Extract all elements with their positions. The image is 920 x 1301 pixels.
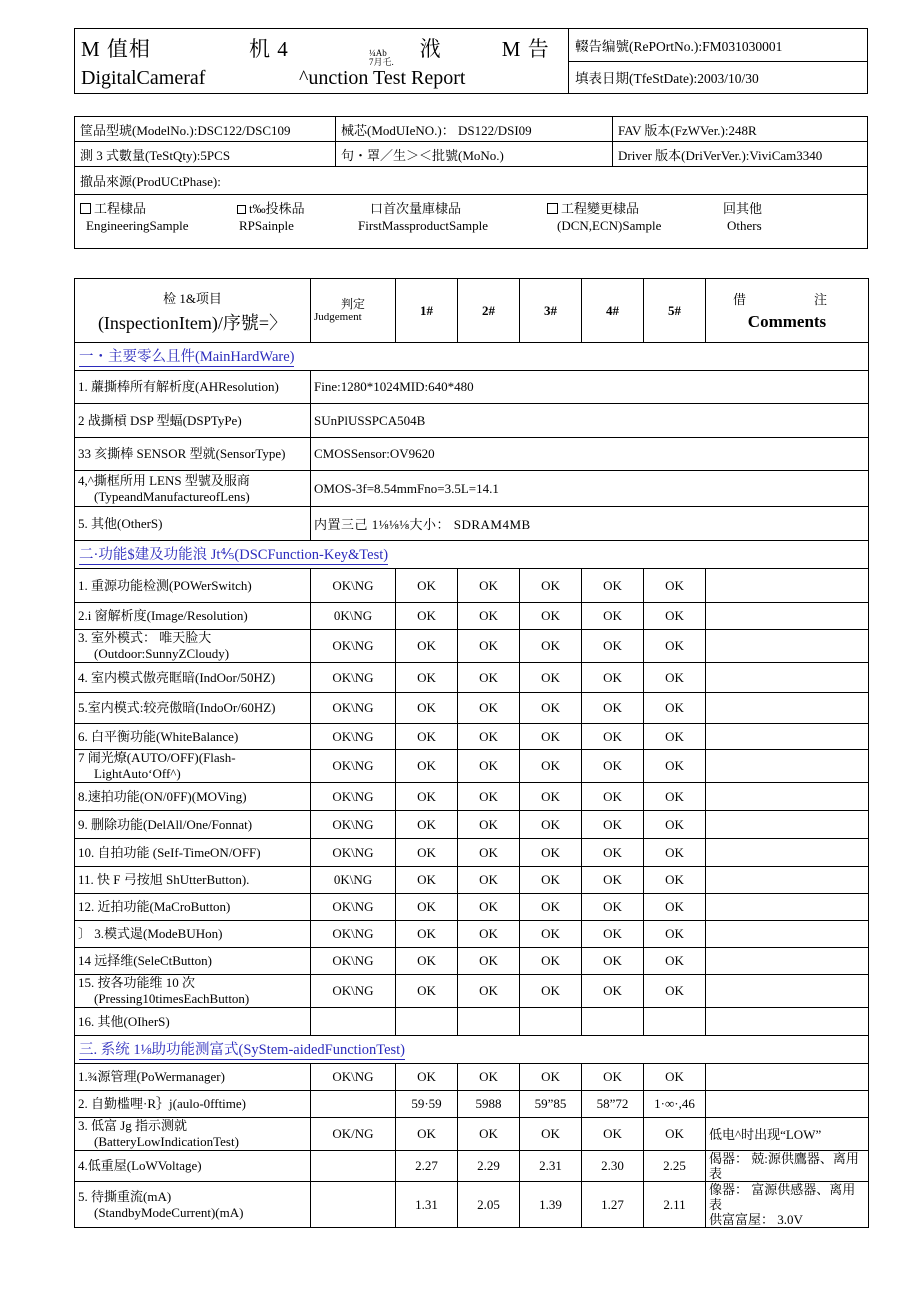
- row-unit-5-value: OK: [644, 921, 706, 948]
- row-unit-3-value: OK: [520, 630, 582, 663]
- row-unit-1-value: OK: [396, 894, 458, 921]
- table-row: [75, 507, 869, 541]
- checkbox-firstmass-cn: 口首次量庫棣品: [370, 201, 462, 216]
- checkbox-rp-cn: t‰投株品: [217, 200, 352, 217]
- row-unit-3-value: OK: [520, 724, 582, 750]
- sample-type-checkboxes: [75, 195, 867, 239]
- row-unit-1-value: OK: [396, 724, 458, 750]
- model-no: 筐品型琥(ModelNo.):DSC122/DSC109: [75, 117, 336, 141]
- table-row: [75, 1151, 869, 1182]
- header-item-en: (InspectionItem)/序號=〉: [97, 312, 288, 333]
- row-comment: [706, 839, 869, 867]
- row-unit-5-value: OK: [644, 663, 706, 693]
- row-item-label: 1.¾源管理(PoWermanager): [75, 1064, 311, 1091]
- row-unit-1-value: [396, 1008, 458, 1036]
- row-judgement: OK\NG: [311, 750, 396, 783]
- checkbox-rp-sample[interactable]: [217, 200, 352, 234]
- row-comment: [706, 948, 869, 975]
- row-unit-4-value: OK: [582, 948, 644, 975]
- row-item-label: 8.速拍功能(ON/0FF)(MOVing): [75, 783, 311, 811]
- row-item-label: 11. 快 F 弓按旭 ShUtterButton).: [75, 867, 311, 894]
- row-comment: 低电^时出现“LOW”: [706, 1118, 869, 1151]
- info-row-3: [75, 167, 867, 195]
- checkbox-icon[interactable]: 口: [370, 201, 384, 216]
- row-unit-1-value: OK: [396, 750, 458, 783]
- row-item-label: 3. 低富 Jg 指示测就 (BatteryLowIndicationTest): [75, 1118, 311, 1151]
- row-unit-2-value: 2.29: [458, 1151, 520, 1182]
- row-comment: [706, 603, 869, 630]
- row-unit-3-value: OK: [520, 569, 582, 603]
- row-unit-4-value: OK: [582, 750, 644, 783]
- row-unit-5-value: 2.25: [644, 1151, 706, 1182]
- table-row: [75, 811, 869, 839]
- row-unit-1-value: OK: [396, 921, 458, 948]
- row-unit-3-value: OK: [520, 867, 582, 894]
- checkbox-icon[interactable]: 回: [723, 201, 737, 216]
- table-row: [75, 839, 869, 867]
- row-item-label: 12. 近拍功能(MaCroButton): [75, 894, 311, 921]
- row-unit-3-value: [520, 1008, 582, 1036]
- row-unit-2-value: OK: [458, 724, 520, 750]
- checkbox-icon[interactable]: [237, 205, 246, 214]
- row-comment: [706, 724, 869, 750]
- mo-no: 句・罩／生＞＜批號(MoNo.): [336, 142, 613, 166]
- header-judgement-en: Judgement: [314, 311, 362, 323]
- row-unit-2-value: OK: [458, 693, 520, 724]
- row-unit-3-value: 1.39: [520, 1182, 582, 1228]
- test-qty: 測 3 式數量(TeStQty):5PCS: [75, 142, 336, 166]
- header-unit-2: 2#: [458, 279, 520, 343]
- row-unit-2-value: OK: [458, 867, 520, 894]
- row-unit-1-value: OK: [396, 783, 458, 811]
- row-unit-4-value: 2.30: [582, 1151, 644, 1182]
- title-en-a: DigitalCameraf: [81, 66, 206, 89]
- row-unit-2-value: 5988: [458, 1091, 520, 1118]
- row-judgement: OK\NG: [311, 630, 396, 663]
- row-unit-5-value: OK: [644, 783, 706, 811]
- row-unit-2-value: OK: [458, 948, 520, 975]
- table-row: [75, 867, 869, 894]
- row-unit-3-value: 2.31: [520, 1151, 582, 1182]
- title-tiny-annotation: [369, 49, 394, 67]
- report-no-cell: 輟告编號(RePOrtNo.):FM031030001: [569, 29, 867, 62]
- info-block: [74, 116, 868, 249]
- row-judgement: OK/NG: [311, 1118, 396, 1151]
- row-item-label: 9. 删除功能(DelAll/One/Fonnat): [75, 811, 311, 839]
- row-unit-3-value: OK: [520, 921, 582, 948]
- row-unit-1-value: OK: [396, 569, 458, 603]
- row-unit-1-value: OK: [396, 1064, 458, 1091]
- checkbox-icon[interactable]: [547, 203, 558, 214]
- row-unit-5-value: OK: [644, 569, 706, 603]
- title-en-b: ^unction Test Report: [299, 66, 466, 89]
- header-judgement-cn: 判定: [340, 297, 365, 311]
- section-heading-row-3: [75, 1036, 869, 1064]
- header-comments-en: Comments: [747, 311, 827, 331]
- row-judgement: OK\NG: [311, 948, 396, 975]
- table-row: [75, 750, 869, 783]
- row-judgement: OK\NG: [311, 724, 396, 750]
- row-unit-2-value: OK: [458, 839, 520, 867]
- table-row: [75, 1182, 869, 1228]
- row-unit-1-value: OK: [396, 630, 458, 663]
- row-judgement: OK\NG: [311, 693, 396, 724]
- fw-version: FAV 版本(FzWVer.):248R: [618, 122, 757, 138]
- row-unit-4-value: OK: [582, 783, 644, 811]
- driver-version: Driver 版本(DriVerVer.):ViviCam3340: [618, 147, 823, 163]
- row-item-label: 7 闹光燎(AUTO/OFF)(Flash- LightAuto‘Off^): [75, 750, 311, 783]
- row-unit-3-value: OK: [520, 693, 582, 724]
- row-judgement: OK\NG: [311, 839, 396, 867]
- row-comment: [706, 783, 869, 811]
- header-comments: [706, 279, 869, 343]
- row-unit-3-value: OK: [520, 948, 582, 975]
- row-unit-5-value: OK: [644, 603, 706, 630]
- row-comment: [706, 1064, 869, 1091]
- row-judgement: 0K\NG: [311, 867, 396, 894]
- row-item-label: 2.i 窗解析度(Image/Resolution): [75, 603, 311, 630]
- row-item-label: 4,^撕框所用 LENS 型號及服商 (TypeandManufactureofLens): [75, 471, 311, 507]
- row-value: OMOS-3f=8.54mmFno=3.5L=14.1: [311, 471, 869, 507]
- table-row: [75, 569, 869, 603]
- module-no: 械芯(ModUIeNO.)： DS122/DSI09: [336, 117, 613, 141]
- table-row: [75, 1091, 869, 1118]
- row-unit-3-value: OK: [520, 783, 582, 811]
- section-heading-text: 二·功能$建及功能浪 Jt⅘(DSCFunction-Key&Test): [79, 543, 388, 565]
- row-judgement: OK\NG: [311, 975, 396, 1008]
- row-unit-5-value: OK: [644, 630, 706, 663]
- row-unit-4-value: OK: [582, 867, 644, 894]
- row-unit-4-value: OK: [582, 724, 644, 750]
- row-unit-2-value: OK: [458, 603, 520, 630]
- row-unit-4-value: OK: [582, 1064, 644, 1091]
- title-cn-c: 浌: [419, 36, 442, 61]
- row-unit-2-value: OK: [458, 663, 520, 693]
- section-heading-row-1: [75, 343, 869, 371]
- row-unit-4-value: OK: [582, 811, 644, 839]
- row-item-label: 4.低重屋(LoWVoltage): [75, 1151, 311, 1182]
- row-value: Fine:1280*1024MID:640*480: [311, 371, 869, 404]
- title-en-row: [81, 67, 568, 90]
- checkbox-others-en: Others: [727, 218, 762, 233]
- row-comment: 偈器： 兢:源供鷹器、离用表: [706, 1151, 869, 1182]
- row-unit-5-value: OK: [644, 1118, 706, 1151]
- header-unit-1: 1#: [396, 279, 458, 343]
- row-comment: [706, 1091, 869, 1118]
- row-unit-4-value: 58”72: [582, 1091, 644, 1118]
- row-unit-4-value: OK: [582, 630, 644, 663]
- row-unit-2-value: OK: [458, 811, 520, 839]
- table-row: [75, 404, 869, 438]
- row-judgement: OK\NG: [311, 894, 396, 921]
- title-cn-row: [81, 33, 568, 67]
- row-comment: [706, 811, 869, 839]
- checkbox-engineering-en: EngineeringSample: [86, 218, 189, 233]
- section-heading-text: 一・主要零么且件(MainHardWare): [79, 345, 294, 367]
- checkbox-others-cn: 回其他: [723, 201, 763, 216]
- table-row: [75, 948, 869, 975]
- row-judgement: OK\NG: [311, 921, 396, 948]
- info-row-2: [75, 142, 867, 167]
- row-value: CMOSSensor:OV9620: [311, 438, 869, 471]
- row-unit-1-value: OK: [396, 811, 458, 839]
- header-unit-5: 5#: [644, 279, 706, 343]
- row-value: 内置三己 1⅛⅛⅛大小： SDRAM4MB: [311, 507, 869, 541]
- row-comment: [706, 867, 869, 894]
- row-unit-1-value: OK: [396, 948, 458, 975]
- row-unit-1-value: 2.27: [396, 1151, 458, 1182]
- row-unit-2-value: OK: [458, 1118, 520, 1151]
- row-item-label: 5.室内模式:较亮傲暗(IndoOr/60HZ): [75, 693, 311, 724]
- section-heading-text: 三. 系统 1⅛助功能测富式(SyStem-aidedFunctionTest): [79, 1038, 405, 1060]
- row-unit-2-value: OK: [458, 569, 520, 603]
- row-unit-5-value: OK: [644, 750, 706, 783]
- row-unit-5-value: OK: [644, 867, 706, 894]
- row-unit-1-value: OK: [396, 693, 458, 724]
- title-tiny-bottom: 7月乇.: [369, 56, 394, 67]
- row-item-label: 2. 自勤槛哩·R｝j(aulo-0fftime): [75, 1091, 311, 1118]
- row-unit-4-value: OK: [582, 569, 644, 603]
- row-unit-2-value: OK: [458, 975, 520, 1008]
- info-row-1: [75, 117, 867, 142]
- header-item-cn: 检 1&项目: [163, 290, 222, 306]
- table-row: [75, 975, 869, 1008]
- row-unit-3-value: OK: [520, 975, 582, 1008]
- title-cn-a: M 值相: [81, 36, 151, 61]
- row-comment: [706, 569, 869, 603]
- row-comment: [706, 975, 869, 1008]
- table-row: [75, 1118, 869, 1151]
- row-judgement: OK\NG: [311, 1064, 396, 1091]
- row-unit-1-value: OK: [396, 839, 458, 867]
- row-item-label: 4. 室内模式傲亮眶暗(IndOor/50HZ): [75, 663, 311, 693]
- row-unit-4-value: OK: [582, 975, 644, 1008]
- row-item-label: 1. 重源功能检测(POWerSwitch): [75, 569, 311, 603]
- row-unit-2-value: OK: [458, 783, 520, 811]
- row-unit-5-value: OK: [644, 1064, 706, 1091]
- title-cn-right: M 告: [501, 36, 550, 61]
- row-item-label: 〕 3.模式遈(ModeBUHon): [75, 921, 311, 948]
- row-judgement: 0K\NG: [311, 603, 396, 630]
- row-comment: [706, 750, 869, 783]
- section-heading: [75, 1036, 869, 1064]
- fill-date-cell: 填表日期(TfeStDate):2003/10/30: [575, 71, 759, 87]
- checkbox-engineering-cn: 工程棣品: [80, 200, 217, 217]
- row-unit-2-value: OK: [458, 921, 520, 948]
- table-row: [75, 894, 869, 921]
- row-unit-2-value: OK: [458, 894, 520, 921]
- header-unit-3: 3#: [520, 279, 582, 343]
- row-unit-5-value: 2.11: [644, 1182, 706, 1228]
- row-unit-1-value: 1.31: [396, 1182, 458, 1228]
- row-unit-4-value: OK: [582, 921, 644, 948]
- header-comments-cn: 借 注: [732, 291, 841, 307]
- row-unit-1-value: OK: [396, 603, 458, 630]
- table-row: [75, 783, 869, 811]
- table-row: [75, 603, 869, 630]
- row-unit-3-value: 59”85: [520, 1091, 582, 1118]
- row-unit-3-value: OK: [520, 663, 582, 693]
- checkbox-dcn-ecn-sample[interactable]: [547, 200, 723, 234]
- row-value: SUnPlUSSPCA504B: [311, 404, 869, 438]
- section-heading: [75, 541, 869, 569]
- row-unit-4-value: OK: [582, 1118, 644, 1151]
- inspection-table-body: [75, 279, 869, 1228]
- row-judgement: OK\NG: [311, 811, 396, 839]
- row-item-label: 10. 自拍功能 (SeIf-TimeON/OFF): [75, 839, 311, 867]
- row-unit-2-value: OK: [458, 750, 520, 783]
- header-unit-4: 4#: [582, 279, 644, 343]
- title-cn-b: 机 4: [249, 36, 289, 61]
- row-item-label: 15. 按各功能维 10 次 (Pressing10timesEachButton): [75, 975, 311, 1008]
- inspection-table: [74, 278, 869, 1228]
- row-comment: [706, 921, 869, 948]
- checkbox-dcn-cn: 工程變更棣品: [547, 200, 723, 217]
- row-unit-5-value: 1·∞·,46: [644, 1091, 706, 1118]
- table-row: [75, 438, 869, 471]
- row-unit-4-value: OK: [582, 693, 644, 724]
- row-item-label: 5. 其他(OtherS): [75, 507, 311, 541]
- row-judgement: [311, 1151, 396, 1182]
- table-row: [75, 693, 869, 724]
- row-unit-4-value: 1.27: [582, 1182, 644, 1228]
- row-judgement: OK\NG: [311, 663, 396, 693]
- table-row: [75, 371, 869, 404]
- row-unit-5-value: OK: [644, 975, 706, 1008]
- row-item-label: 16. 其他(OIherS): [75, 1008, 311, 1036]
- row-unit-4-value: OK: [582, 894, 644, 921]
- row-unit-3-value: OK: [520, 750, 582, 783]
- section-heading: [75, 343, 869, 371]
- row-unit-3-value: OK: [520, 811, 582, 839]
- row-unit-2-value: 2.05: [458, 1182, 520, 1228]
- row-item-label: 33 亥撕棒 SENSOR 型就(SensorType): [75, 438, 311, 471]
- row-unit-2-value: OK: [458, 1064, 520, 1091]
- row-comment: [706, 693, 869, 724]
- row-unit-1-value: 59·59: [396, 1091, 458, 1118]
- title-right: [569, 29, 867, 93]
- row-comment: [706, 1008, 869, 1036]
- row-unit-3-value: OK: [520, 1118, 582, 1151]
- checkbox-rp-en: RPSainple: [239, 218, 294, 233]
- row-unit-4-value: OK: [582, 839, 644, 867]
- row-unit-4-value: [582, 1008, 644, 1036]
- row-comment: [706, 663, 869, 693]
- table-row: [75, 630, 869, 663]
- table-header-row: [75, 279, 869, 343]
- checkbox-engineering-sample[interactable]: [75, 200, 217, 234]
- checkbox-firstmass-en: FirstMassproductSample: [358, 218, 488, 233]
- row-unit-2-value: OK: [458, 630, 520, 663]
- row-unit-3-value: OK: [520, 894, 582, 921]
- title-block: [74, 28, 868, 94]
- row-unit-5-value: OK: [644, 693, 706, 724]
- row-comment: [706, 630, 869, 663]
- product-phase: 撤品來源(ProdUCtPhase):: [80, 174, 221, 189]
- row-unit-3-value: OK: [520, 839, 582, 867]
- table-row: [75, 1064, 869, 1091]
- checkbox-others[interactable]: [723, 200, 867, 234]
- section-heading-row-2: [75, 541, 869, 569]
- table-row: [75, 724, 869, 750]
- row-unit-1-value: OK: [396, 663, 458, 693]
- row-unit-5-value: OK: [644, 839, 706, 867]
- row-comment: [706, 894, 869, 921]
- row-unit-5-value: OK: [644, 724, 706, 750]
- table-row: [75, 471, 869, 507]
- row-judgement: OK\NG: [311, 783, 396, 811]
- row-item-label: 1. 薕撕棒所有解析度(AHResolution): [75, 371, 311, 404]
- title-left: [75, 29, 569, 93]
- row-unit-3-value: OK: [520, 603, 582, 630]
- row-unit-1-value: OK: [396, 1118, 458, 1151]
- row-judgement: [311, 1091, 396, 1118]
- row-comment: 像器： 富源供感器、离用表 供富富屋： 3.0V: [706, 1182, 869, 1228]
- row-unit-4-value: OK: [582, 663, 644, 693]
- table-row: [75, 921, 869, 948]
- row-judgement: [311, 1182, 396, 1228]
- row-item-label: 6. 白平衡功能(WhiteBalance): [75, 724, 311, 750]
- row-item-label: 14 远择维(SeleCtButton): [75, 948, 311, 975]
- table-row: [75, 1008, 869, 1036]
- row-judgement: OK\NG: [311, 569, 396, 603]
- checkbox-dcn-en: (DCN,ECN)Sample: [557, 218, 662, 233]
- row-unit-1-value: OK: [396, 975, 458, 1008]
- row-item-label: 3. 室外模式： 唯天脸大 (Outdoor:SunnyZCloudy): [75, 630, 311, 663]
- row-unit-5-value: OK: [644, 948, 706, 975]
- title-tiny-top: ¼Ab: [369, 47, 387, 58]
- row-unit-1-value: OK: [396, 867, 458, 894]
- row-unit-5-value: OK: [644, 894, 706, 921]
- row-item-label: 5. 待撕重流(mA) (StandbyModeCurrent)(mA): [75, 1182, 311, 1228]
- row-unit-4-value: OK: [582, 603, 644, 630]
- checkbox-first-mass-sample[interactable]: [352, 200, 547, 234]
- header-inspection-item: [75, 279, 311, 343]
- table-row: [75, 663, 869, 693]
- row-unit-3-value: OK: [520, 1064, 582, 1091]
- header-judgement: [311, 279, 396, 343]
- row-unit-2-value: [458, 1008, 520, 1036]
- row-unit-5-value: OK: [644, 811, 706, 839]
- row-judgement: [311, 1008, 396, 1036]
- row-item-label: 2 战撕槓 DSP 型蝠(DSPTyPe): [75, 404, 311, 438]
- checkbox-icon[interactable]: [80, 203, 91, 214]
- row-unit-5-value: [644, 1008, 706, 1036]
